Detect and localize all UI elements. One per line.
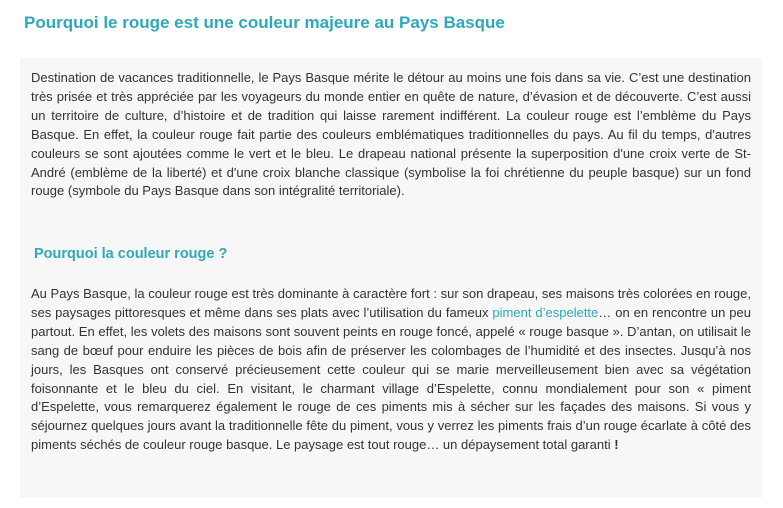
paragraph-text-end: … on en rencontre un peu partout. En effet, les volets des maisons sont souvent peints en rouge foncé, appelé « rouge basque ». D’antan, on utilisait le sang de bœuf pour enduire les pièces de bois afin de préserver les colombages de l’humidité et des insectes. Jusqu’à nos jours, les Basques ont conservé précieusement cette couleur qui se marie merveilleusement bien avec sa végétation foisonnante et le bleu du ciel. En visitant, le charmant village d’Espelette, connu mondialement pour son « piment d’Espelette, vous remarquerez également le rouge de ces piments mis à sécher sur les façades des maisons. Si vous y séjournez quelques jours avant la traditionnelle fête du piment, vous y verrez les piments frais d’un rouge écarlate à côté des piments séchés de couleur rouge basque. Le paysage est tout rouge… un dépaysement total garanti	[31, 304, 752, 453]
section-heading: Pourquoi la couleur rouge ?	[34, 246, 228, 262]
piment-espelette-link[interactable]: piment d’espelette	[492, 304, 599, 320]
page-title: Pourquoi le rouge est une couleur majeure au Pays Basque	[24, 13, 505, 32]
article-body	[20, 58, 762, 498]
paragraph-text-start: Au Pays Basque, la couleur rouge est très dominante à caractère fort : sur son drapeau, ses maisons très colorées en rouge, ses paysages pittoresques et même dans ses plats avec l’utilisation du fameux	[31, 286, 751, 320]
exclamation-mark: !	[614, 437, 619, 453]
red-color-paragraph	[20, 285, 762, 455]
intro-paragraph: Destination de vacances traditionnelle, le Pays Basque mérite le détour au moins une fois dans sa vie. C’est une destination très prisée et très appréciée par les voyageurs du monde entier en quête de nature, d’évasion et de découverte. C’est aussi un territoire de culture, d’histoire et de tradition qui laisse rarement indifférent. La couleur rouge est l’emblème du Pays Basque. En effet, la couleur rouge fait partie des couleurs emblématiques traditionnelles du pays. Au fil du temps, d'autres couleurs se sont ajoutées comme le vert et le bleu. Le drapeau national présente la superposition d'une croix verte de St-André (emblème de la liberté) et d'une croix blanche classique (symbolise la foi chrétienne du peuple basque) sur un fond rouge (symbole du Pays Basque dans son intégralité territoriale).	[31, 70, 751, 199]
